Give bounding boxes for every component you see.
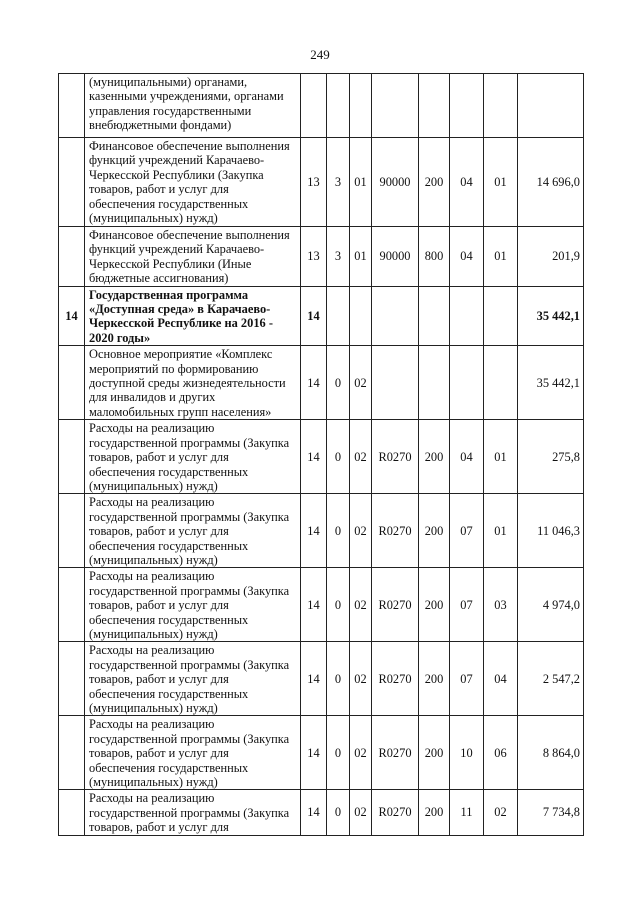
table-row <box>59 74 584 138</box>
code-4 <box>372 346 419 420</box>
code-3 <box>350 74 372 138</box>
row-amount: 275,8 <box>518 420 584 494</box>
code-2 <box>327 286 350 346</box>
code-6 <box>450 346 484 420</box>
table-row <box>59 568 584 642</box>
code-6: 04 <box>450 227 484 287</box>
code-6: 04 <box>450 420 484 494</box>
code-3: 02 <box>350 494 372 568</box>
code-4: R0270 <box>372 494 419 568</box>
row-description: Расходы на реализацию государственной программы (Закупка товаров, работ и услуг для обеспечения государственных (муниципальных) нужд) <box>85 568 301 642</box>
code-7: 01 <box>484 227 518 287</box>
code-2 <box>327 74 350 138</box>
row-number <box>59 420 85 494</box>
table-row <box>59 790 584 835</box>
row-description: Расходы на реализацию государственной программы (Закупка товаров, работ и услуг для <box>85 790 301 835</box>
row-amount: 35 442,1 <box>518 346 584 420</box>
code-2: 0 <box>327 420 350 494</box>
row-number <box>59 346 85 420</box>
row-description: Расходы на реализацию государственной программы (Закупка товаров, работ и услуг для обеспечения государственных (муниципальных) нужд) <box>85 420 301 494</box>
table-row <box>59 227 584 287</box>
code-4 <box>372 286 419 346</box>
code-5 <box>419 74 450 138</box>
code-2: 3 <box>327 138 350 227</box>
row-amount: 7 734,8 <box>518 790 584 835</box>
code-4: R0270 <box>372 568 419 642</box>
table-row <box>59 642 584 716</box>
code-1: 14 <box>301 716 327 790</box>
code-3: 02 <box>350 568 372 642</box>
code-6: 10 <box>450 716 484 790</box>
row-description: Расходы на реализацию государственной программы (Закупка товаров, работ и услуг для обеспечения государственных (муниципальных) нужд) <box>85 716 301 790</box>
row-amount: 35 442,1 <box>518 286 584 346</box>
code-5: 800 <box>419 227 450 287</box>
row-number <box>59 138 85 227</box>
row-number <box>59 642 85 716</box>
row-number <box>59 790 85 835</box>
code-1: 14 <box>301 790 327 835</box>
table-row <box>59 716 584 790</box>
row-number <box>59 227 85 287</box>
code-7: 01 <box>484 138 518 227</box>
code-1: 14 <box>301 494 327 568</box>
row-number: 14 <box>59 286 85 346</box>
code-4: R0270 <box>372 420 419 494</box>
page-number: 249 <box>310 47 330 62</box>
code-5: 200 <box>419 716 450 790</box>
code-5: 200 <box>419 790 450 835</box>
code-3: 01 <box>350 227 372 287</box>
code-5 <box>419 286 450 346</box>
budget-table <box>58 73 584 836</box>
code-6: 04 <box>450 138 484 227</box>
code-5: 200 <box>419 138 450 227</box>
code-1 <box>301 74 327 138</box>
code-6 <box>450 286 484 346</box>
code-4: R0270 <box>372 790 419 835</box>
code-5: 200 <box>419 420 450 494</box>
row-description: Расходы на реализацию государственной программы (Закупка товаров, работ и услуг для обеспечения государственных (муниципальных) нужд) <box>85 494 301 568</box>
row-amount: 2 547,2 <box>518 642 584 716</box>
row-amount: 201,9 <box>518 227 584 287</box>
table-row <box>59 346 584 420</box>
code-4: 90000 <box>372 227 419 287</box>
code-1: 14 <box>301 286 327 346</box>
code-7: 01 <box>484 494 518 568</box>
code-7: 06 <box>484 716 518 790</box>
code-3: 01 <box>350 138 372 227</box>
code-4: R0270 <box>372 716 419 790</box>
table-row <box>59 494 584 568</box>
row-number <box>59 494 85 568</box>
code-1: 14 <box>301 346 327 420</box>
code-6: 07 <box>450 642 484 716</box>
code-7: 04 <box>484 642 518 716</box>
code-2: 3 <box>327 227 350 287</box>
row-description: Финансовое обеспечение выполнения функций учреждений Карачаево-Черкесской Республики (Закупка товаров, работ и услуг для обеспечения государственных (муниципальных) нужд) <box>85 138 301 227</box>
code-1: 14 <box>301 420 327 494</box>
code-2: 0 <box>327 494 350 568</box>
row-description: Государственная программа «Доступная среда» в Карачаево-Черкесской Республике на 2016 - 2020 годы» <box>85 286 301 346</box>
row-amount <box>518 74 584 138</box>
table-row <box>59 286 584 346</box>
code-3: 02 <box>350 346 372 420</box>
code-3 <box>350 286 372 346</box>
table-row <box>59 138 584 227</box>
row-description: Расходы на реализацию государственной программы (Закупка товаров, работ и услуг для обеспечения государственных (муниципальных) нужд) <box>85 642 301 716</box>
code-6: 07 <box>450 494 484 568</box>
code-1: 13 <box>301 138 327 227</box>
code-6 <box>450 74 484 138</box>
row-amount: 11 046,3 <box>518 494 584 568</box>
code-2: 0 <box>327 642 350 716</box>
row-amount: 4 974,0 <box>518 568 584 642</box>
code-7: 01 <box>484 420 518 494</box>
row-number <box>59 716 85 790</box>
code-5: 200 <box>419 494 450 568</box>
code-4 <box>372 74 419 138</box>
code-6: 11 <box>450 790 484 835</box>
code-7: 03 <box>484 568 518 642</box>
code-1: 13 <box>301 227 327 287</box>
row-description: Финансовое обеспечение выполнения функций учреждений Карачаево-Черкесской Республики (Иные бюджетные ассигнования) <box>85 227 301 287</box>
code-3: 02 <box>350 790 372 835</box>
code-6: 07 <box>450 568 484 642</box>
code-7 <box>484 286 518 346</box>
row-amount: 14 696,0 <box>518 138 584 227</box>
row-number <box>59 74 85 138</box>
code-3: 02 <box>350 716 372 790</box>
code-5: 200 <box>419 568 450 642</box>
row-description: (муниципальными) органами, казенными учреждениями, органами управления государственными внебюджетными фондами) <box>85 74 301 138</box>
code-1: 14 <box>301 568 327 642</box>
code-3: 02 <box>350 420 372 494</box>
row-amount: 8 864,0 <box>518 716 584 790</box>
code-7 <box>484 346 518 420</box>
code-5 <box>419 346 450 420</box>
code-2: 0 <box>327 716 350 790</box>
code-2: 0 <box>327 790 350 835</box>
row-number <box>59 568 85 642</box>
code-7: 02 <box>484 790 518 835</box>
code-1: 14 <box>301 642 327 716</box>
code-7 <box>484 74 518 138</box>
code-2: 0 <box>327 346 350 420</box>
code-2: 0 <box>327 568 350 642</box>
code-4: 90000 <box>372 138 419 227</box>
code-4: R0270 <box>372 642 419 716</box>
code-5: 200 <box>419 642 450 716</box>
table-row <box>59 420 584 494</box>
row-description: Основное мероприятие «Комплекс мероприятий по формированию доступной среды жизнедеятельности для инвалидов и других маломобильных групп населения» <box>85 346 301 420</box>
code-3: 02 <box>350 642 372 716</box>
